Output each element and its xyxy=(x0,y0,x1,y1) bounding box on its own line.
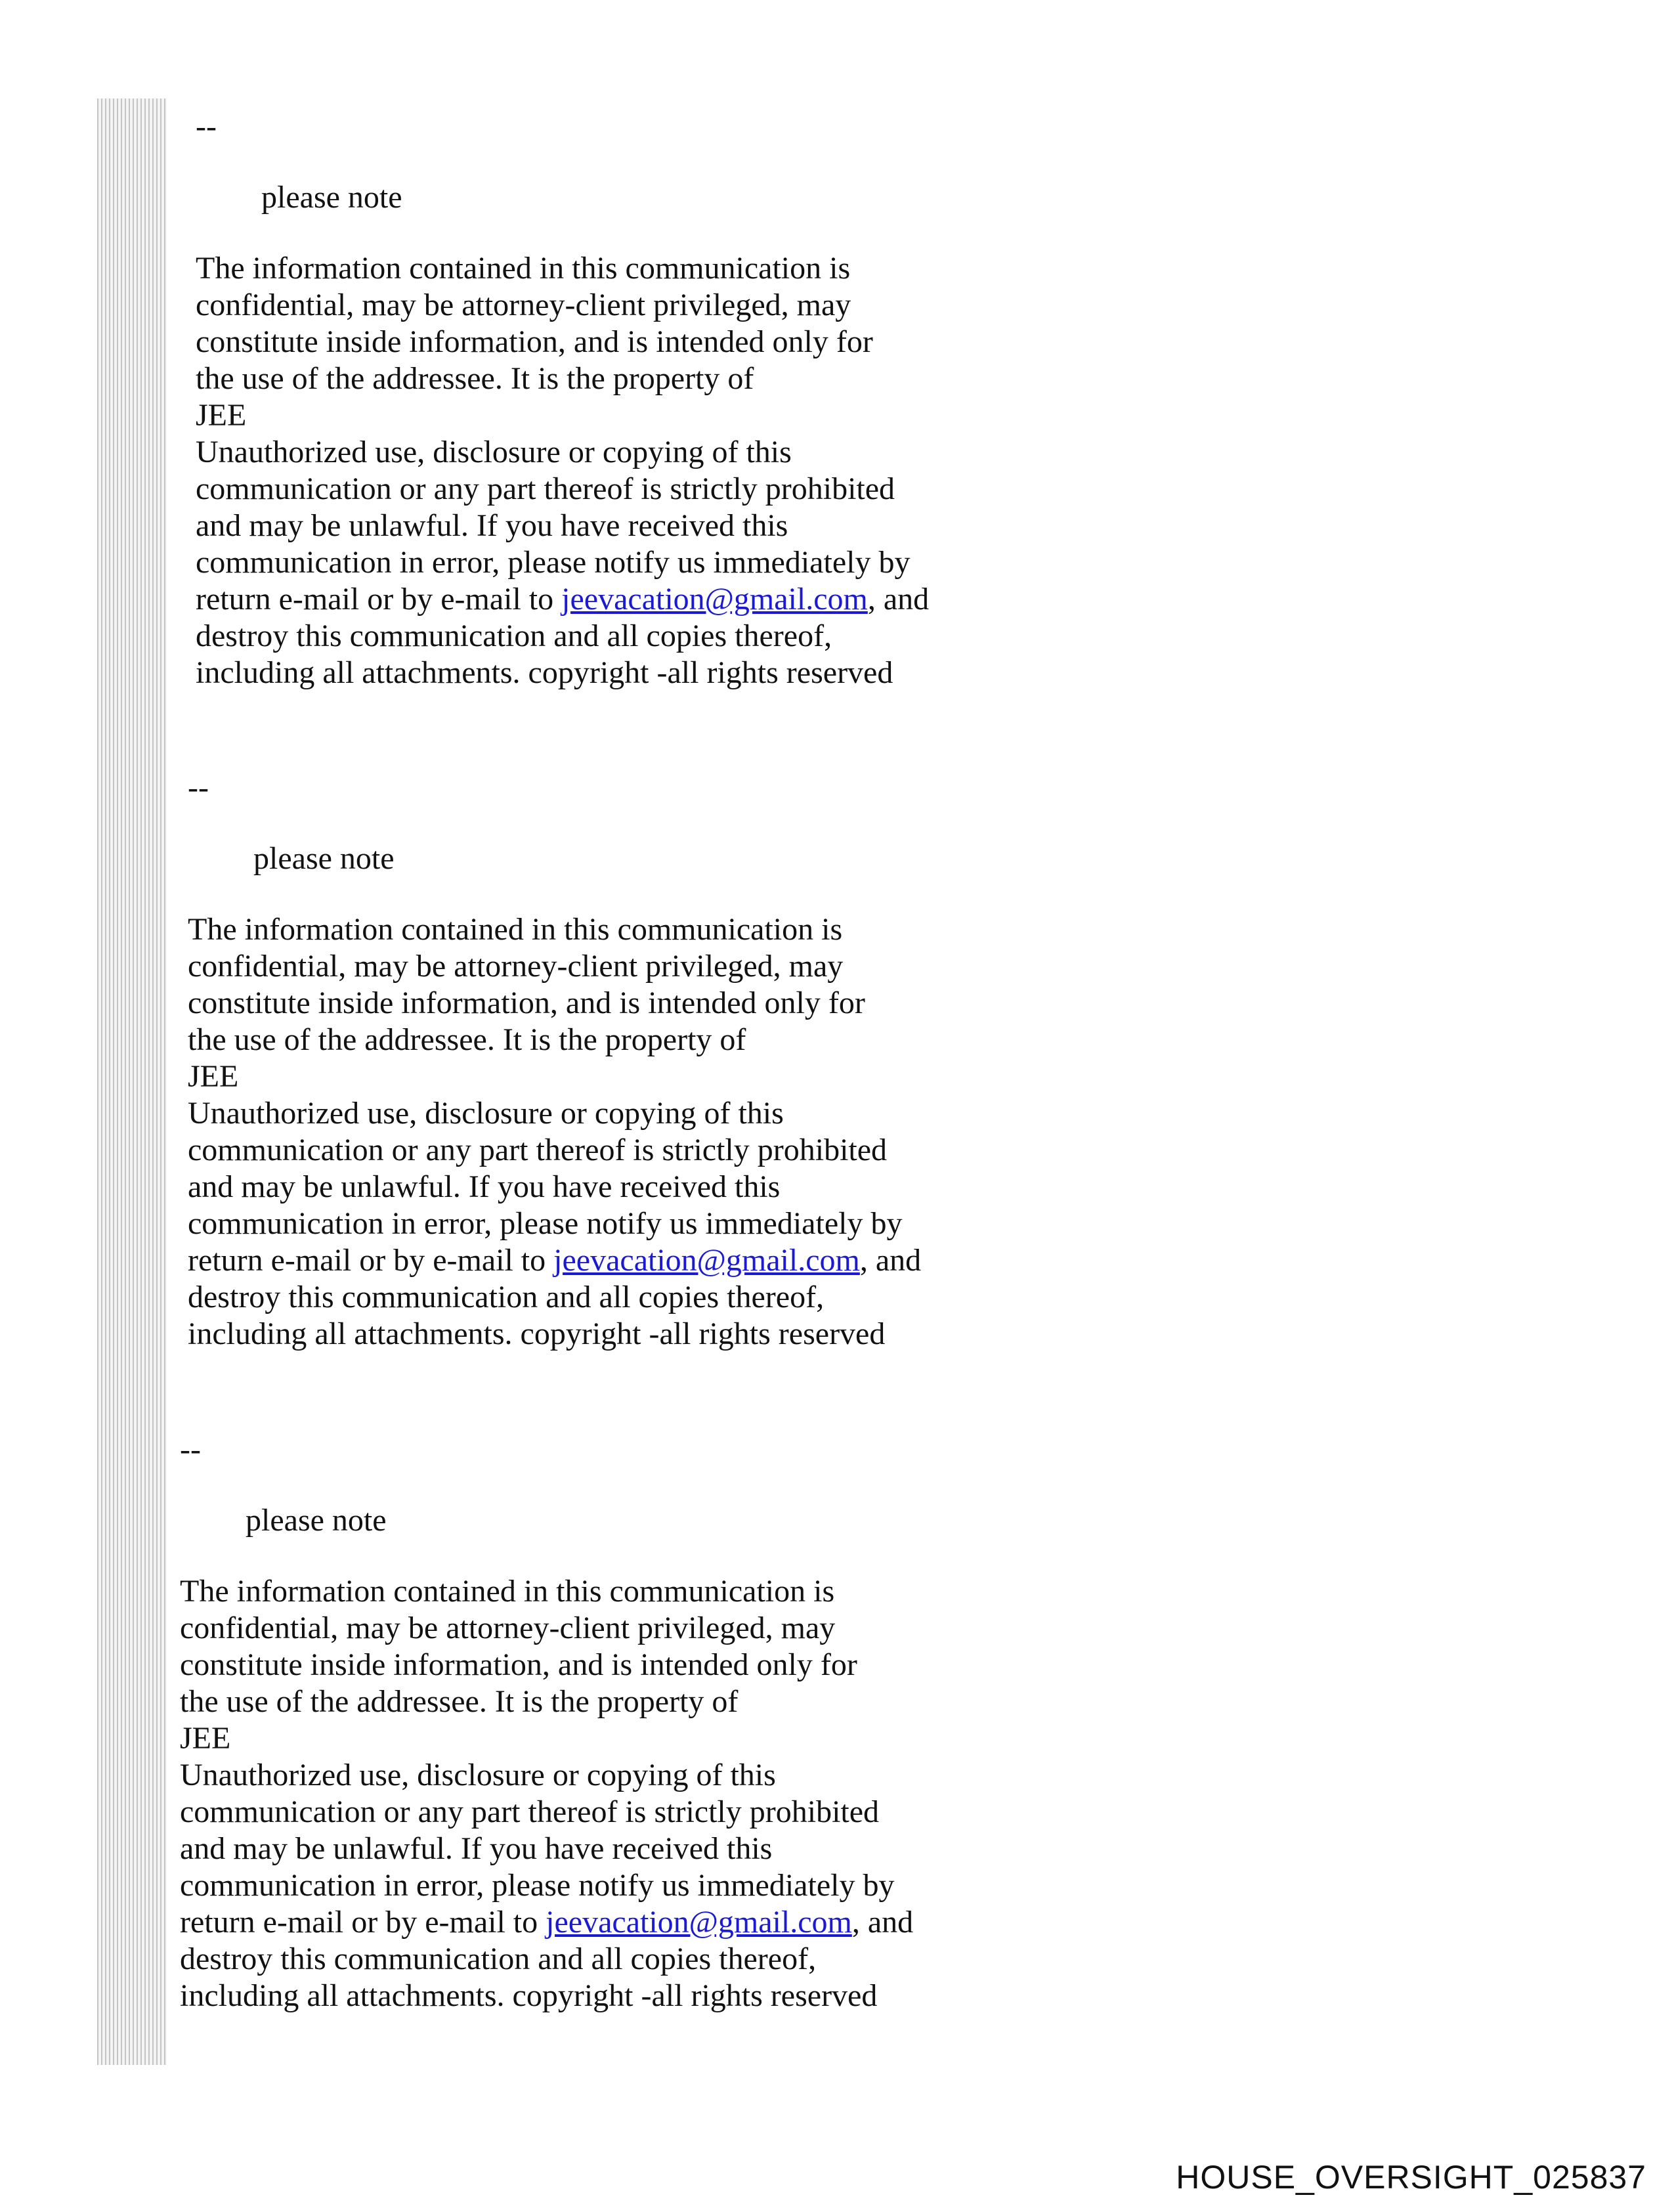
signature-separator: -- xyxy=(188,770,209,805)
disclaimer-link-line xyxy=(196,581,929,618)
disclaimer-line: communication in error, please notify us immediately by xyxy=(180,1868,895,1903)
disclaimer-line: including all attachments. copyright -all rights reserved xyxy=(196,655,893,690)
disclaimer-line: JEE xyxy=(196,398,247,433)
disclaimer-line: destroy this communication and all copies thereof, xyxy=(180,1941,817,1976)
disclaimer-line: Unauthorized use, disclosure or copying of this xyxy=(196,435,792,469)
disclaimer-line: communication or any part thereof is strictly prohibited xyxy=(196,471,895,506)
disclaimer-line: and may be unlawful. If you have received this xyxy=(196,508,788,543)
disclaimer-block-3 xyxy=(180,1431,913,2014)
disclaimer-line: constitute inside information, and is intended only for xyxy=(196,324,873,359)
disclaimer-line: The information contained in this communication is xyxy=(180,1574,835,1609)
link-suffix: , and xyxy=(859,1243,922,1278)
disclaimer-line: the use of the addressee. It is the property of xyxy=(196,361,754,396)
disclaimer-block-1 xyxy=(196,108,929,691)
disclaimer-line: destroy this communication and all copies thereof, xyxy=(196,618,832,653)
disclaimer-heading: please note xyxy=(261,180,402,215)
disclaimer-line: confidential, may be attorney-client privileged, may xyxy=(188,949,844,984)
disclaimer-line: destroy this communication and all copies thereof, xyxy=(188,1280,825,1314)
disclaimer-line: communication or any part thereof is strictly prohibited xyxy=(188,1133,888,1167)
disclaimer-line: confidential, may be attorney-client privileged, may xyxy=(196,288,851,322)
disclaimer-line: JEE xyxy=(188,1059,239,1094)
link-prefix: return e-mail or by e-mail to xyxy=(188,1243,554,1278)
disclaimer-link-line xyxy=(188,1242,921,1279)
disclaimer-line: The information contained in this communication is xyxy=(196,251,851,286)
disclaimer-heading: please note xyxy=(253,841,395,876)
disclaimer-line: communication in error, please notify us immediately by xyxy=(196,545,911,580)
disclaimer-line: Unauthorized use, disclosure or copying of this xyxy=(188,1096,784,1131)
disclaimer-line: communication in error, please notify us immediately by xyxy=(188,1206,903,1241)
disclaimer-line: constitute inside information, and is intended only for xyxy=(188,986,865,1020)
disclaimer-paragraph xyxy=(196,250,929,691)
disclaimer-line: and may be unlawful. If you have received this xyxy=(180,1831,773,1866)
disclaimer-link-line xyxy=(180,1904,913,1941)
disclaimer-line: including all attachments. copyright -all rights reserved xyxy=(188,1316,886,1351)
disclaimer-line: JEE xyxy=(180,1721,231,1756)
disclaimer-line: communication or any part thereof is strictly prohibited xyxy=(180,1794,880,1829)
bates-stamp: HOUSE_OVERSIGHT_025837 xyxy=(1176,2159,1646,2196)
disclaimer-line: confidential, may be attorney-client privileged, may xyxy=(180,1611,836,1645)
link-prefix: return e-mail or by e-mail to xyxy=(180,1905,546,1940)
disclaimer-line: constitute inside information, and is intended only for xyxy=(180,1647,857,1682)
email-link[interactable]: jeevacation@gmail.com xyxy=(546,1905,852,1940)
disclaimer-line: the use of the addressee. It is the property of xyxy=(180,1684,739,1719)
disclaimer-line: The information contained in this communication is xyxy=(188,912,843,947)
disclaimer-line: the use of the addressee. It is the property of xyxy=(188,1022,746,1057)
link-suffix: , and xyxy=(867,582,930,617)
signature-separator: -- xyxy=(180,1432,201,1467)
disclaimer-heading: please note xyxy=(246,1503,387,1538)
disclaimer-line: Unauthorized use, disclosure or copying of this xyxy=(180,1758,776,1792)
link-prefix: return e-mail or by e-mail to xyxy=(196,582,562,617)
disclaimer-paragraph xyxy=(188,911,921,1353)
signature-separator: -- xyxy=(196,109,217,144)
disclaimer-block-2 xyxy=(188,770,921,1353)
link-suffix: , and xyxy=(851,1905,914,1940)
quote-indent-bars xyxy=(97,98,167,2065)
email-link[interactable]: jeevacation@gmail.com xyxy=(561,582,868,617)
email-link[interactable]: jeevacation@gmail.com xyxy=(553,1243,860,1278)
disclaimer-line: including all attachments. copyright -all rights reserved xyxy=(180,1978,878,2013)
disclaimer-line: and may be unlawful. If you have received this xyxy=(188,1169,781,1204)
disclaimer-paragraph xyxy=(180,1573,913,2014)
